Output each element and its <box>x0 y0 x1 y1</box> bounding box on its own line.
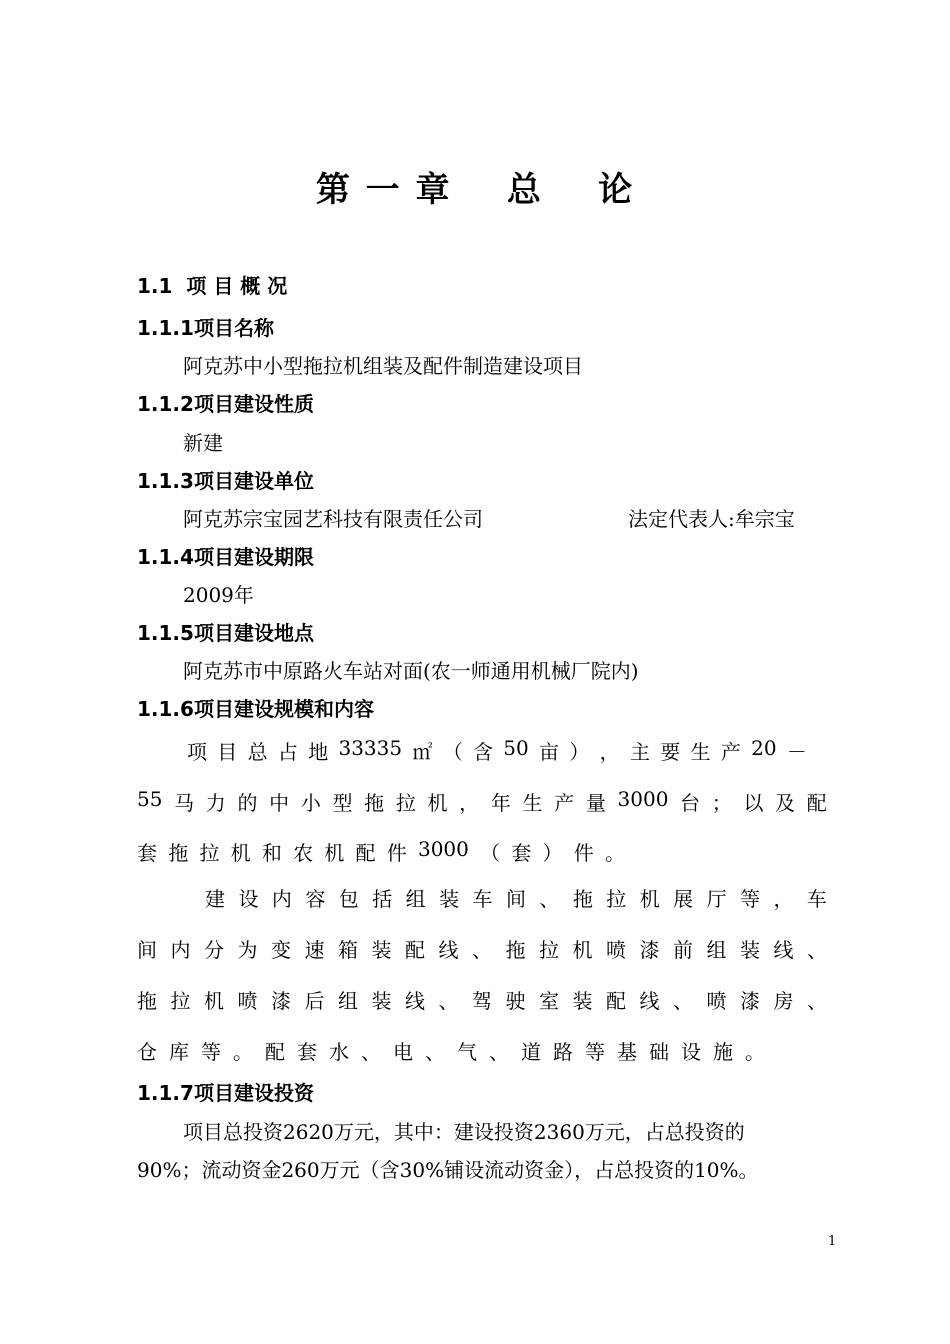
text-glyph: 等 <box>201 1040 221 1064</box>
text-glyph: ， <box>773 887 794 911</box>
text-glyph: 内 <box>170 938 191 962</box>
text-glyph: 拖 <box>168 841 189 865</box>
text-glyph: 。 <box>604 841 625 865</box>
text-glyph: 拉 <box>170 989 191 1013</box>
text-glyph: 展 <box>673 887 694 911</box>
text-glyph: 车 <box>806 887 827 911</box>
text-glyph: 的 <box>237 791 258 815</box>
text-glyph: 库 <box>169 1040 189 1064</box>
text-glyph: 喷 <box>606 938 626 962</box>
heading-period: 1.1.4项目建设期限 <box>137 545 314 569</box>
heading-nature: 1.1.2项目建设性质 <box>137 392 314 416</box>
period-text: 2009年 <box>183 583 254 607</box>
legal-representative-text: 法定代表人:牟宗宝 <box>628 507 795 531</box>
text-glyph: 漆 <box>639 938 660 962</box>
text-glyph: 产 <box>554 791 575 815</box>
text-glyph: 3000 <box>617 787 669 811</box>
text-glyph: 设 <box>238 887 259 911</box>
text-glyph: 力 <box>205 791 226 815</box>
text-glyph: 水 <box>329 1040 349 1064</box>
text-glyph: 建 <box>205 887 225 911</box>
text-glyph: 装 <box>371 989 392 1013</box>
text-glyph: 33335 <box>338 736 403 760</box>
text-glyph: 机 <box>204 989 224 1013</box>
text-glyph: 道 <box>521 1040 541 1064</box>
text-glyph: 、 <box>539 887 560 911</box>
text-glyph: 配 <box>606 989 626 1013</box>
text-glyph: 车 <box>472 887 493 911</box>
text-glyph: 为 <box>237 938 258 962</box>
text-glyph: 装 <box>439 887 460 911</box>
content-line-4 <box>137 1036 765 1065</box>
text-glyph: 括 <box>372 887 393 911</box>
text-glyph: 驾 <box>472 989 492 1013</box>
text-glyph: 等 <box>740 887 760 911</box>
text-glyph: 马 <box>174 791 195 815</box>
text-glyph: 房 <box>773 989 794 1013</box>
unit-text: 阿克苏宗宝园艺科技有限责任公司 <box>183 507 483 531</box>
text-glyph: 目 <box>217 740 238 764</box>
text-glyph: 量 <box>585 791 606 815</box>
text-glyph: 、 <box>807 989 827 1013</box>
text-glyph: 配 <box>355 841 376 865</box>
text-glyph: 套 <box>137 841 157 865</box>
text-glyph: ） <box>569 740 590 764</box>
text-glyph: 件 <box>573 841 594 865</box>
text-glyph: 设 <box>681 1040 701 1064</box>
text-glyph: 基 <box>617 1040 637 1064</box>
text-glyph: ， <box>459 791 480 815</box>
text-glyph: 生 <box>690 740 711 764</box>
text-glyph: 配 <box>265 1040 285 1064</box>
investment-line-2: 90%；流动资金260万元（含30%铺设流动资金），占总投资的10%。 <box>137 1158 759 1182</box>
scale-line-2 <box>137 787 827 816</box>
text-glyph: 项 <box>187 740 207 764</box>
text-glyph: 、 <box>489 1040 509 1064</box>
text-glyph: ； <box>711 791 732 815</box>
text-glyph: 漆 <box>740 989 760 1013</box>
text-glyph: 套 <box>297 1040 317 1064</box>
text-glyph: ， <box>599 740 620 764</box>
text-glyph: 生 <box>522 791 543 815</box>
text-glyph: 施 <box>713 1040 733 1064</box>
text-glyph: 、 <box>438 989 459 1013</box>
text-glyph: － <box>786 740 807 764</box>
text-glyph: （ <box>442 740 463 764</box>
text-glyph: 。 <box>745 1040 765 1064</box>
text-glyph: 厅 <box>706 887 727 911</box>
text-glyph: 含 <box>473 740 493 764</box>
text-glyph: 产 <box>720 740 741 764</box>
text-glyph: 、 <box>361 1040 381 1064</box>
text-glyph: 、 <box>673 989 693 1013</box>
text-glyph: 组 <box>405 887 426 911</box>
text-glyph: 变 <box>271 938 291 962</box>
text-glyph: ） <box>542 841 563 865</box>
text-glyph: 小 <box>300 791 321 815</box>
text-glyph: 装 <box>371 938 392 962</box>
text-glyph: 容 <box>305 887 326 911</box>
text-glyph: 分 <box>204 938 224 962</box>
text-glyph: 、 <box>807 938 827 962</box>
text-glyph: 中 <box>269 791 290 815</box>
text-glyph: 农 <box>293 841 314 865</box>
content-line-3 <box>137 985 827 1014</box>
text-glyph: 础 <box>649 1040 669 1064</box>
text-glyph: 室 <box>539 989 559 1013</box>
text-glyph: 电 <box>393 1040 413 1064</box>
text-glyph: 拉 <box>539 938 559 962</box>
text-glyph: 套 <box>511 841 532 865</box>
location-text: 阿克苏市中原路火车站对面(农一师通用机械厂院内) <box>183 659 639 683</box>
text-glyph: 型 <box>332 791 353 815</box>
text-glyph: 拖 <box>505 938 526 962</box>
text-glyph: 拉 <box>199 841 220 865</box>
heading-scale: 1.1.6项目建设规模和内容 <box>137 697 374 721</box>
text-glyph: 线 <box>773 938 794 962</box>
text-glyph: 配 <box>806 791 827 815</box>
text-glyph: 后 <box>304 989 325 1013</box>
heading-unit: 1.1.3项目建设单位 <box>137 469 314 493</box>
text-glyph: 及 <box>775 791 796 815</box>
text-glyph: 50 <box>503 736 529 760</box>
text-glyph: 等 <box>585 1040 605 1064</box>
text-glyph: 线 <box>405 989 425 1013</box>
text-glyph: 、 <box>425 1040 445 1064</box>
text-glyph: 仓 <box>137 1040 157 1064</box>
text-glyph: 。 <box>233 1040 253 1064</box>
section-heading: 1.1 项 目 概 况 <box>137 274 288 298</box>
text-glyph: 总 <box>247 740 268 764</box>
text-glyph: 喷 <box>237 989 258 1013</box>
text-glyph: 线 <box>639 989 660 1013</box>
text-glyph: 组 <box>706 938 727 962</box>
text-glyph: 拉 <box>395 791 416 815</box>
heading-project-name: 1.1.1项目名称 <box>137 316 274 340</box>
text-glyph: 装 <box>740 938 760 962</box>
text-glyph: 装 <box>572 989 593 1013</box>
nature-text: 新建 <box>183 431 223 455</box>
text-glyph: 拖 <box>137 989 157 1013</box>
content-line-1 <box>205 883 827 912</box>
text-glyph: 包 <box>338 887 359 911</box>
text-glyph: 箱 <box>338 938 358 962</box>
text-glyph: 间 <box>137 938 157 962</box>
text-glyph: 拖 <box>572 887 593 911</box>
text-glyph: 3000 <box>417 837 469 861</box>
text-glyph: 驶 <box>505 989 526 1013</box>
text-glyph: 气 <box>457 1040 477 1064</box>
heading-location: 1.1.5项目建设地点 <box>137 621 314 645</box>
text-glyph: 主 <box>629 740 650 764</box>
scale-line-3 <box>137 837 625 866</box>
text-glyph: 要 <box>660 740 681 764</box>
text-glyph: 地 <box>308 740 329 764</box>
text-glyph: 件 <box>386 841 407 865</box>
text-glyph: 线 <box>438 938 459 962</box>
text-glyph: 路 <box>553 1040 573 1064</box>
text-glyph: 台 <box>680 791 701 815</box>
text-glyph: 机 <box>427 791 448 815</box>
text-glyph: 55 <box>137 787 163 811</box>
text-glyph: 20 <box>751 736 777 760</box>
text-glyph: 内 <box>271 887 292 911</box>
text-glyph: 喷 <box>706 989 727 1013</box>
text-glyph: 组 <box>338 989 358 1013</box>
chapter-title: 第 一 章 总 论 <box>315 170 635 210</box>
content-line-2 <box>137 934 827 963</box>
text-glyph: 以 <box>743 791 764 815</box>
text-glyph: 机 <box>324 841 345 865</box>
text-glyph: 占 <box>277 740 298 764</box>
text-glyph: 机 <box>230 841 251 865</box>
text-glyph: 配 <box>405 938 425 962</box>
text-glyph: 机 <box>572 938 593 962</box>
text-glyph: 拉 <box>606 887 627 911</box>
heading-investment: 1.1.7项目建设投资 <box>137 1081 314 1105</box>
investment-line-1: 项目总投资2620万元，其中：建设投资2360万元，占总投资的 <box>183 1120 745 1144</box>
project-name-text: 阿克苏中小型拖拉机组装及配件制造建设项目 <box>183 354 583 378</box>
text-glyph: 机 <box>639 887 660 911</box>
text-glyph: 漆 <box>271 989 291 1013</box>
text-glyph: 前 <box>673 938 693 962</box>
text-glyph: 速 <box>304 938 325 962</box>
text-glyph: 、 <box>472 938 492 962</box>
text-glyph: 亩 <box>539 740 560 764</box>
text-glyph: ㎡ <box>412 740 433 764</box>
page-number: 1 <box>828 1234 837 1249</box>
scale-line-1 <box>187 736 807 765</box>
text-glyph: 间 <box>505 887 526 911</box>
text-glyph: 拖 <box>364 791 385 815</box>
text-glyph: （ <box>480 841 501 865</box>
text-glyph: 年 <box>490 791 511 815</box>
text-glyph: 和 <box>261 841 282 865</box>
